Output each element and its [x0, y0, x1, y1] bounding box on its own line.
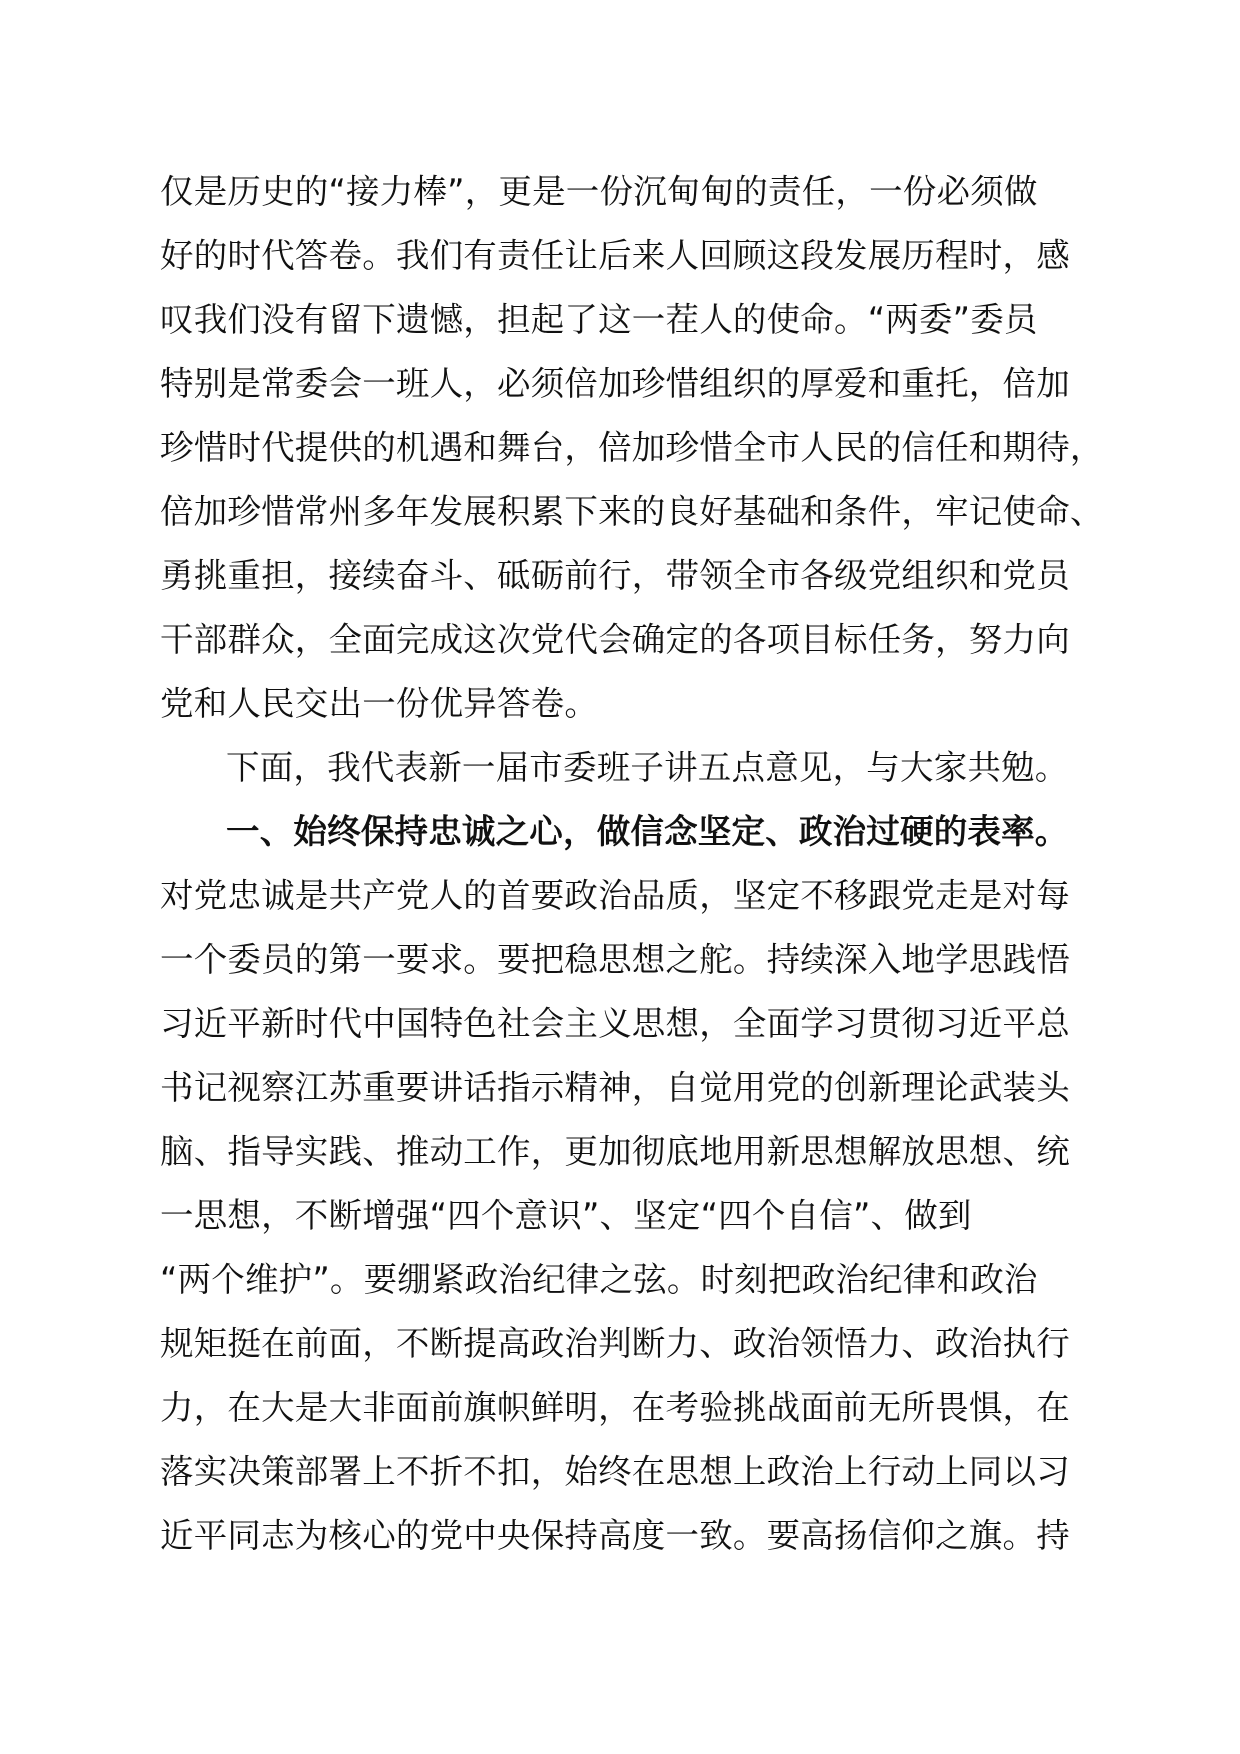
body-line: 好的时代答卷。我们有责任让后来人回顾这段发展历程时，感	[160, 236, 1070, 275]
body-line: 特别是常委会一班人，必须倍加珍惜组织的厚爱和重托，倍加	[160, 364, 1070, 403]
body-line: 仅是历史的“接力棒”，更是一份沉甸甸的责任，一份必须做	[160, 172, 1038, 211]
body-line: 对党忠诚是共产党人的首要政治品质，坚定不移跟党走是对每	[160, 876, 1070, 915]
body-line: “两个维护”。要绷紧政治纪律之弦。时刻把政治纪律和政治	[160, 1260, 1038, 1299]
body-line: 习近平新时代中国特色社会主义思想，全面学习贯彻习近平总	[160, 1004, 1070, 1043]
body-line: 勇挑重担，接续奋斗、砥砺前行，带领全市各级党组织和党员	[160, 556, 1070, 595]
body-line: 落实决策部署上不折不扣，始终在思想上政治上行动上同以习	[160, 1452, 1070, 1491]
section-heading: 一、始终保持忠诚之心，做信念坚定、政治过硬的表率。	[226, 812, 1069, 851]
body-line: 一个委员的第一要求。要把稳思想之舵。持续深入地学思践悟	[160, 940, 1070, 979]
body-line: 力，在大是大非面前旗帜鲜明，在考验挑战面前无所畏惧，在	[160, 1388, 1070, 1427]
body-line: 叹我们没有留下遗憾，担起了这一茬人的使命。“两委”委员	[160, 300, 1038, 339]
paragraph-intro-line: 下面，我代表新一届市委班子讲五点意见，与大家共勉。	[226, 748, 1069, 787]
body-line: 党和人民交出一份优异答卷。	[160, 684, 599, 723]
body-line: 近平同志为核心的党中央保持高度一致。要高扬信仰之旗。持	[160, 1516, 1070, 1555]
body-line: 干部群众，全面完成这次党代会确定的各项目标任务，努力向	[160, 620, 1070, 659]
body-line: 倍加珍惜常州多年发展积累下来的良好基础和条件，牢记使命、	[160, 492, 1104, 531]
body-line: 脑、指导实践、推动工作，更加彻底地用新思想解放思想、统	[160, 1132, 1070, 1171]
body-line: 珍惜时代提供的机遇和舞台，倍加珍惜全市人民的信任和期待，	[160, 428, 1104, 467]
body-line: 书记视察江苏重要讲话指示精神，自觉用党的创新理论武装头	[160, 1068, 1070, 1107]
body-line: 规矩挺在前面，不断提高政治判断力、政治领悟力、政治执行	[160, 1324, 1070, 1363]
body-line: 一思想，不断增强“四个意识”、坚定“四个自信”、做到	[160, 1196, 972, 1235]
